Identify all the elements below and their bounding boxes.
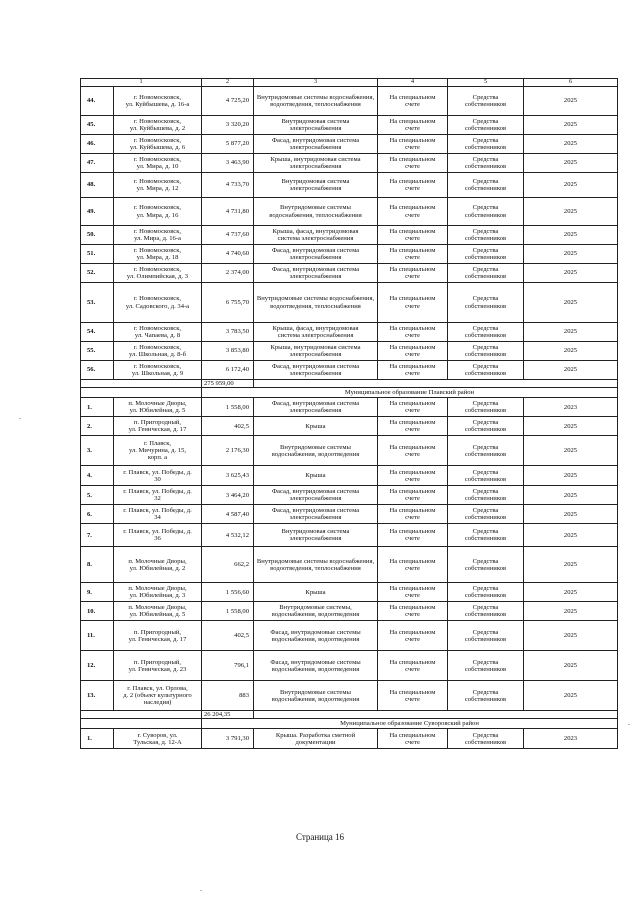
work-type-cell: Крыша xyxy=(254,583,378,602)
table-row xyxy=(81,116,618,135)
year-cell: 2025 xyxy=(524,547,618,583)
address-cell: г. Плавск, ул. Победы, д. 30 xyxy=(114,466,202,486)
funding-source-cell: Средства собственников xyxy=(448,264,524,283)
funding-source-cell: Средства собственников xyxy=(448,198,524,226)
work-type-cell: Фасад, внутридомовая система электроснабжения xyxy=(254,135,378,154)
work-type-cell: Крыша, фасад, внутридомовая система электроснабжения xyxy=(254,226,378,245)
address-cell: г. Новомосковск, ул. Куйбышева, д. 16-а xyxy=(114,87,202,116)
section-title-row xyxy=(81,719,618,729)
area-cell: 2 176,30 xyxy=(202,436,254,466)
area-cell: 5 877,20 xyxy=(202,135,254,154)
address-cell: г. Новомосковск, ул. Мира, д. 10 xyxy=(114,154,202,173)
funding-source-cell: Средства собственников xyxy=(448,323,524,342)
row-number: 13. xyxy=(81,681,114,711)
scan-dot: . xyxy=(200,884,202,893)
area-cell: 6 172,40 xyxy=(202,361,254,380)
year-cell: 2025 xyxy=(524,602,618,621)
table-row xyxy=(81,486,618,505)
address-cell: г. Плавск, ул. Победы, д. 36 xyxy=(114,524,202,547)
table-row xyxy=(81,417,618,436)
address-cell: п. Молочные Дворы, ул. Юбилейная, д. 5 xyxy=(114,602,202,621)
address-cell: г. Плавск, ул. Мичурина, д. 15, корп. а xyxy=(114,436,202,466)
header-cell-5: 5 xyxy=(448,79,524,87)
address-cell: г. Новомосковск, ул. Школьная, д. 8-б xyxy=(114,342,202,361)
account-cell: На специальном счете xyxy=(378,524,448,547)
area-cell: 4 587,40 xyxy=(202,505,254,524)
table-row xyxy=(81,547,618,583)
funding-source-cell: Средства собственников xyxy=(448,361,524,380)
funding-source-cell: Средства собственников xyxy=(448,621,524,651)
work-type-cell: Внутридомовые системы водоснабжения, водоотведения, теплоснабжения xyxy=(254,283,378,323)
row-number: 54. xyxy=(81,323,114,342)
subtotal-empty-cell xyxy=(81,711,202,719)
row-number: 2. xyxy=(81,417,114,436)
area-cell: 4 725,20 xyxy=(202,87,254,116)
area-cell: 3 783,50 xyxy=(202,323,254,342)
table-row xyxy=(81,154,618,173)
funding-source-cell: Средства собственников xyxy=(448,342,524,361)
address-cell: п. Пригородный, ул. Геническая, д. 17 xyxy=(114,621,202,651)
funding-source-cell: Средства собственников xyxy=(448,226,524,245)
section-title: Муниципальное образование Суворовский район xyxy=(202,719,618,729)
subtotal-empty-cell xyxy=(254,380,618,388)
address-cell: г. Новомосковск, ул. Куйбышева, д. 2 xyxy=(114,116,202,135)
address-cell: г. Новомосковск, ул. Мира, д. 12 xyxy=(114,173,202,198)
year-cell: 2025 xyxy=(524,342,618,361)
work-type-cell: Крыша, фасад, внутридомовая система электроснабжения xyxy=(254,323,378,342)
row-number: 47. xyxy=(81,154,114,173)
row-number: 8. xyxy=(81,547,114,583)
funding-source-cell: Средства собственников xyxy=(448,417,524,436)
funding-source-cell: Средства собственников xyxy=(448,651,524,681)
work-type-cell: Фасад, внутридомовая система электроснабжения xyxy=(254,486,378,505)
capital-repair-table xyxy=(80,78,618,749)
work-type-cell: Фасад, внутридомовая система электроснабжения xyxy=(254,245,378,264)
work-type-cell: Внутридомовые системы, водоснабжения, водоотведения xyxy=(254,602,378,621)
page-number: Страница 16 xyxy=(295,832,345,842)
address-cell: п. Пригородный, ул. Геническая, д. 17 xyxy=(114,417,202,436)
subtotal-area: 26 204,35 xyxy=(202,711,254,719)
table-row xyxy=(81,505,618,524)
account-cell: На специальном счете xyxy=(378,602,448,621)
funding-source-cell: Средства собственников xyxy=(448,524,524,547)
funding-source-cell: Средства собственников xyxy=(448,583,524,602)
work-type-cell: Фасад, внутридомовая система электроснабжения xyxy=(254,398,378,417)
row-number: 12. xyxy=(81,651,114,681)
account-cell: На специальном счете xyxy=(378,436,448,466)
row-number: 1. xyxy=(81,398,114,417)
table-row xyxy=(81,729,618,749)
account-cell: На специальном счете xyxy=(378,198,448,226)
table-row xyxy=(81,651,618,681)
year-cell: 2025 xyxy=(524,226,618,245)
funding-source-cell: Средства собственников xyxy=(448,547,524,583)
account-cell: На специальном счете xyxy=(378,87,448,116)
row-number: 55. xyxy=(81,342,114,361)
work-type-cell: Внутридомовая система электроснабжения xyxy=(254,524,378,547)
work-type-cell: Внутридомовые системы водоснабжения, теплоснабжения xyxy=(254,198,378,226)
funding-source-cell: Средства собственников xyxy=(448,681,524,711)
subtotal-empty-cell xyxy=(81,380,202,388)
area-cell: 402,5 xyxy=(202,621,254,651)
funding-source-cell: Средства собственников xyxy=(448,602,524,621)
table-row xyxy=(81,264,618,283)
table-row xyxy=(81,361,618,380)
row-number: 46. xyxy=(81,135,114,154)
area-cell: 883 xyxy=(202,681,254,711)
year-cell: 2025 xyxy=(524,198,618,226)
work-type-cell: Внутридомовые системы водоснабжения, водоотведения, теплоснабжения xyxy=(254,87,378,116)
row-number: 56. xyxy=(81,361,114,380)
row-number: 52. xyxy=(81,264,114,283)
work-type-cell: Внутридомовые системы водоснабжения, водоотведения, теплоснабжения xyxy=(254,547,378,583)
account-cell: На специальном счете xyxy=(378,226,448,245)
account-cell: На специальном счете xyxy=(378,154,448,173)
work-type-cell: Крыша xyxy=(254,466,378,486)
address-cell: г. Новомосковск, ул. Школьная, д. 9 xyxy=(114,361,202,380)
account-cell: На специальном счете xyxy=(378,342,448,361)
scan-dot: . xyxy=(19,412,21,421)
table-row xyxy=(81,602,618,621)
table-row xyxy=(81,198,618,226)
section-empty-cell xyxy=(81,388,202,398)
table-row xyxy=(81,87,618,116)
account-cell: На специальном счете xyxy=(378,486,448,505)
table-row xyxy=(81,621,618,651)
address-cell: п. Молочные Дворы, ул. Юбилейная, д. 3 xyxy=(114,583,202,602)
work-type-cell: Внутридомовые системы водоснабжения, водоотведения xyxy=(254,436,378,466)
row-number: 11. xyxy=(81,621,114,651)
year-cell: 2025 xyxy=(524,681,618,711)
funding-source-cell: Средства собственников xyxy=(448,173,524,198)
year-cell: 2025 xyxy=(524,361,618,380)
year-cell: 2025 xyxy=(524,417,618,436)
year-cell: 2025 xyxy=(524,583,618,602)
year-cell: 2023 xyxy=(524,398,618,417)
area-cell: 1 556,60 xyxy=(202,583,254,602)
account-cell: На специальном счете xyxy=(378,398,448,417)
account-cell: На специальном счете xyxy=(378,116,448,135)
account-cell: На специальном счете xyxy=(378,681,448,711)
table-row xyxy=(81,398,618,417)
address-cell: п. Молочные Дворы, ул. Юбилейная, д. 5 xyxy=(114,398,202,417)
area-cell: 3 320,20 xyxy=(202,116,254,135)
table-body xyxy=(81,79,618,749)
work-type-cell: Внутридомовые системы водоснабжения, водоотведения xyxy=(254,681,378,711)
account-cell: На специальном счете xyxy=(378,466,448,486)
header-cell-6: 6 xyxy=(524,79,618,87)
address-cell: п. Молочные Дворы, ул. Юбилейная, д. 2 xyxy=(114,547,202,583)
row-number: 45. xyxy=(81,116,114,135)
address-cell: г. Новомосковск, ул. Мира, д. 16-а xyxy=(114,226,202,245)
row-number: 49. xyxy=(81,198,114,226)
table-row xyxy=(81,135,618,154)
address-cell: г. Новомосковск, ул. Мира, д. 18 xyxy=(114,245,202,264)
area-cell: 4 740,60 xyxy=(202,245,254,264)
account-cell: На специальном счете xyxy=(378,651,448,681)
row-number: 48. xyxy=(81,173,114,198)
account-cell: На специальном счете xyxy=(378,173,448,198)
row-number: 5. xyxy=(81,486,114,505)
work-type-cell: Фасад, внутридомовая система электроснабжения xyxy=(254,361,378,380)
year-cell: 2025 xyxy=(524,173,618,198)
section-title: Муниципальное образование Плавский район xyxy=(202,388,618,398)
area-cell: 662,2 xyxy=(202,547,254,583)
table-row xyxy=(81,226,618,245)
work-type-cell: Фасад, внутридомовые системы водоснабжения, водоотведения xyxy=(254,621,378,651)
account-cell: На специальном счете xyxy=(378,729,448,749)
row-number: 10. xyxy=(81,602,114,621)
year-cell: 2025 xyxy=(524,651,618,681)
section-title-row xyxy=(81,388,618,398)
area-cell: 3 791,30 xyxy=(202,729,254,749)
funding-source-cell: Средства собственников xyxy=(448,283,524,323)
funding-source-cell: Средства собственников xyxy=(448,486,524,505)
account-cell: На специальном счете xyxy=(378,245,448,264)
account-cell: На специальном счете xyxy=(378,264,448,283)
year-cell: 2025 xyxy=(524,283,618,323)
work-type-cell: Крыша, внутридомовая система электроснабжения xyxy=(254,154,378,173)
row-number: 1. xyxy=(81,729,114,749)
year-cell: 2023 xyxy=(524,729,618,749)
area-cell: 1 558,00 xyxy=(202,602,254,621)
year-cell: 2025 xyxy=(524,524,618,547)
work-type-cell: Фасад, внутридомовые системы водоснабжения, водоотведения xyxy=(254,651,378,681)
funding-source-cell: Средства собственников xyxy=(448,466,524,486)
area-cell: 4 731,80 xyxy=(202,198,254,226)
address-cell: г. Плавск, ул. Победы, д. 32 xyxy=(114,486,202,505)
year-cell: 2025 xyxy=(524,621,618,651)
area-cell: 3 464,20 xyxy=(202,486,254,505)
area-cell: 4 737,60 xyxy=(202,226,254,245)
address-cell: г. Плавск, ул. Победы, д. 34 xyxy=(114,505,202,524)
account-cell: На специальном счете xyxy=(378,417,448,436)
subtotal-row xyxy=(81,380,618,388)
account-cell: На специальном счете xyxy=(378,505,448,524)
row-number: 51. xyxy=(81,245,114,264)
funding-source-cell: Средства собственников xyxy=(448,505,524,524)
funding-source-cell: Средства собственников xyxy=(448,154,524,173)
account-cell: На специальном счете xyxy=(378,135,448,154)
row-number: 44. xyxy=(81,87,114,116)
account-cell: На специальном счете xyxy=(378,547,448,583)
scan-dot: . xyxy=(628,718,630,727)
funding-source-cell: Средства собственников xyxy=(448,436,524,466)
header-cell-1: 1 xyxy=(81,79,202,87)
address-cell: г. Новомосковск, ул. Чапаева, д. 8 xyxy=(114,323,202,342)
funding-source-cell: Средства собственников xyxy=(448,398,524,417)
table-row xyxy=(81,323,618,342)
table-row xyxy=(81,283,618,323)
area-cell: 1 558,00 xyxy=(202,398,254,417)
address-cell: г. Суворов, ул. Тульская, д. 12-А xyxy=(114,729,202,749)
area-cell: 4 532,12 xyxy=(202,524,254,547)
funding-source-cell: Средства собственников xyxy=(448,245,524,264)
account-cell: На специальном счете xyxy=(378,323,448,342)
area-cell: 796,1 xyxy=(202,651,254,681)
row-number: 9. xyxy=(81,583,114,602)
table-row xyxy=(81,173,618,198)
area-cell: 3 463,90 xyxy=(202,154,254,173)
year-cell: 2025 xyxy=(524,264,618,283)
header-cell-4: 4 xyxy=(378,79,448,87)
account-cell: На специальном счете xyxy=(378,583,448,602)
row-number: 4. xyxy=(81,466,114,486)
table-row xyxy=(81,681,618,711)
table-row xyxy=(81,436,618,466)
funding-source-cell: Средства собственников xyxy=(448,135,524,154)
subtotal-area: 275 959,00 xyxy=(202,380,254,388)
work-type-cell: Внутридомовая система электроснабжения xyxy=(254,173,378,198)
work-type-cell: Крыша xyxy=(254,417,378,436)
area-cell: 4 733,70 xyxy=(202,173,254,198)
address-cell: г. Новомосковск, ул. Куйбышева, д. 6 xyxy=(114,135,202,154)
account-cell: На специальном счете xyxy=(378,283,448,323)
area-cell: 2 374,00 xyxy=(202,264,254,283)
address-cell: г. Новомосковск, ул. Садовского, д. 34-а xyxy=(114,283,202,323)
account-cell: На специальном счете xyxy=(378,361,448,380)
row-number: 3. xyxy=(81,436,114,466)
account-cell: На специальном счете xyxy=(378,621,448,651)
address-cell: г. Новомосковск, ул. Олимпийская, д. 3 xyxy=(114,264,202,283)
year-cell: 2025 xyxy=(524,116,618,135)
work-type-cell: Фасад, внутридомовая система электроснабжения xyxy=(254,264,378,283)
work-type-cell: Фасад, внутридомовая система электроснабжения xyxy=(254,505,378,524)
work-type-cell: Крыша, внутридомовая система электроснабжения xyxy=(254,342,378,361)
table-row xyxy=(81,583,618,602)
row-number: 6. xyxy=(81,505,114,524)
row-number: 7. xyxy=(81,524,114,547)
work-type-cell: Внутридомовая система электроснабжения xyxy=(254,116,378,135)
area-cell: 3 853,80 xyxy=(202,342,254,361)
table-row xyxy=(81,466,618,486)
row-number: 50. xyxy=(81,226,114,245)
header-row xyxy=(81,79,618,87)
address-cell: г. Плавск, ул. Орлова, д. 2 (объект культурного наследия) xyxy=(114,681,202,711)
header-cell-2: 2 xyxy=(202,79,254,87)
section-empty-cell xyxy=(81,719,202,729)
year-cell: 2025 xyxy=(524,466,618,486)
table-row xyxy=(81,245,618,264)
year-cell: 2025 xyxy=(524,323,618,342)
year-cell: 2025 xyxy=(524,87,618,116)
year-cell: 2025 xyxy=(524,486,618,505)
subtotal-empty-cell xyxy=(254,711,618,719)
year-cell: 2025 xyxy=(524,505,618,524)
funding-source-cell: Средства собственников xyxy=(448,87,524,116)
year-cell: 2025 xyxy=(524,135,618,154)
subtotal-row xyxy=(81,711,618,719)
area-cell: 6 755,70 xyxy=(202,283,254,323)
address-cell: г. Новомосковск, ул. Мира, д. 16 xyxy=(114,198,202,226)
row-number: 53. xyxy=(81,283,114,323)
funding-source-cell: Средства собственников xyxy=(448,116,524,135)
header-cell-3: 3 xyxy=(254,79,378,87)
area-cell: 3 625,43 xyxy=(202,466,254,486)
address-cell: п. Пригородный, ул. Геническая, д. 23 xyxy=(114,651,202,681)
funding-source-cell: Средства собственников xyxy=(448,729,524,749)
table-row xyxy=(81,342,618,361)
table-row xyxy=(81,524,618,547)
year-cell: 2025 xyxy=(524,436,618,466)
work-type-cell: Крыша. Разработка сметной документации xyxy=(254,729,378,749)
year-cell: 2025 xyxy=(524,154,618,173)
year-cell: 2025 xyxy=(524,245,618,264)
area-cell: 402,5 xyxy=(202,417,254,436)
